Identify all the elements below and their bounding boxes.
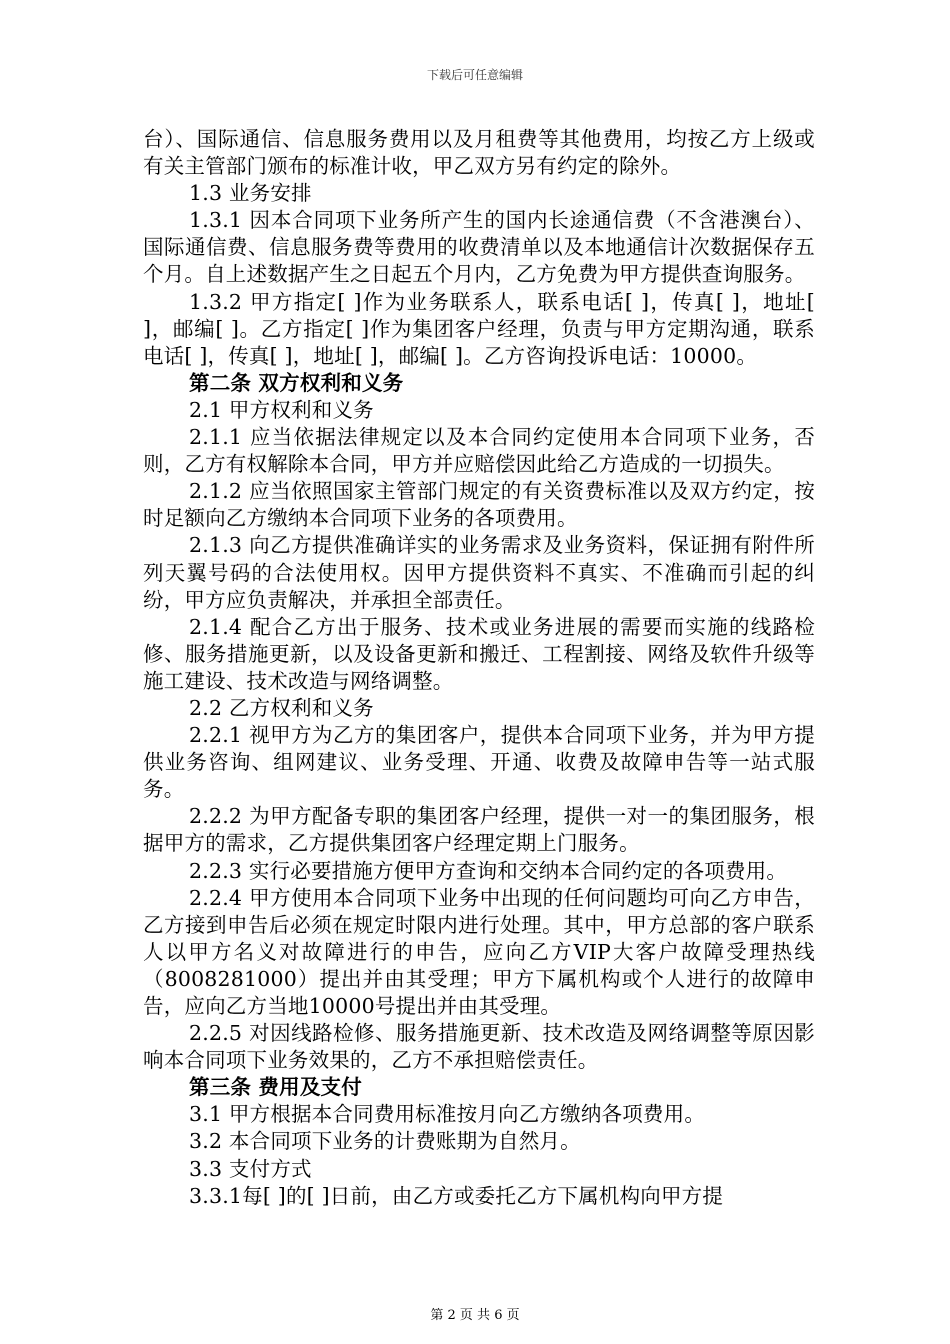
paragraph: 3.1 甲方根据本合同费用标准按月向乙方缴纳各项费用。 <box>189 1102 706 1127</box>
paragraph: 2.2.2 为甲方配备专职的集团客户经理，提供一对一的集团服务，根据甲方的需求，乙方提供集团客户经理定期上门服务。 <box>143 804 815 856</box>
paragraph: 3.3.1每[ ]的[ ]日前，由乙方或委托乙方下属机构向甲方提 <box>189 1183 724 1208</box>
paragraph: 台）、国际通信、信息服务费用以及月租费等其他费用，均按乙方上级或有关主管部门颁布的标准计收，甲乙双方另有约定的除外。 <box>143 127 815 179</box>
document-body <box>143 126 815 1210</box>
article-heading: 第三条 费用及支付 <box>189 1075 362 1100</box>
paragraph: 2.2.3 实行必要措施方便甲方查询和交纳本合同约定的各项费用。 <box>189 858 788 883</box>
paragraph: 2.2.4 甲方使用本合同项下业务中出现的任何问题均可向乙方申告，乙方接到申告后必须在规定时限内进行处理。其中，甲方总部的客户联系人以甲方名义对故障进行的申告，应向乙方VIP大客户故障受理热线（8008281000）提出并由其受理；甲方下属机构或个人进行的故障申告，应向乙方当地10000号提出并由其受理。 <box>143 885 815 1018</box>
section-heading: 2.1 甲方权利和义务 <box>189 397 374 422</box>
section-heading: 1.3 业务安排 <box>189 181 312 206</box>
paragraph: 2.2.1 视甲方为乙方的集团客户，提供本合同项下业务，并为甲方提供业务咨询、组网建议、业务受理、开通、收费及故障申告等一站式服务。 <box>143 723 815 802</box>
paragraph: 1.3.2 甲方指定[ ]作为业务联系人，联系电话[ ]，传真[ ]，地址[ ]，邮编[ ]。乙方指定[ ]作为集团客户经理，负责与甲方定期沟通，联系电话[ ]，传真[ ]，地址[ ]，邮编[ ]。乙方咨询投诉电话：10000。 <box>143 289 815 368</box>
paragraph: 2.1.4 配合乙方出于服务、技术或业务进展的需要而实施的线路检修、服务措施更新，以及设备更新和搬迁、工程割接、网络及软件升级等施工建设、技术改造与网络调整。 <box>143 614 815 693</box>
paragraph: 2.2.5 对因线路检修、服务措施更新、技术改造及网络调整等原因影响本合同项下业务效果的，乙方不承担赔偿责任。 <box>143 1021 815 1073</box>
paragraph: 2.1.2 应当依照国家主管部门规定的有关资费标准以及双方约定，按时足额向乙方缴纳本合同项下业务的各项费用。 <box>143 479 815 531</box>
section-heading: 3.3 支付方式 <box>189 1156 312 1181</box>
paragraph: 2.1.3 向乙方提供准确详实的业务需求及业务资料，保证拥有附件所列天翼号码的合法使用权。因甲方提供资料不真实、不准确而引起的纠纷，甲方应负责解决，并承担全部责任。 <box>143 533 815 612</box>
paragraph: 2.1.1 应当依据法律规定以及本合同约定使用本合同项下业务，否则，乙方有权解除本合同，甲方并应赔偿因此给乙方造成的一切损失。 <box>143 425 815 477</box>
page-footer: 第 2 页 共 6 页 <box>430 1308 520 1323</box>
paragraph: 3.2 本合同项下业务的计费账期为自然月。 <box>189 1129 581 1154</box>
page-header: 下载后可任意编辑 <box>426 68 523 82</box>
article-heading: 第二条 双方权利和义务 <box>189 370 404 395</box>
section-heading: 2.2 乙方权利和义务 <box>189 695 374 720</box>
paragraph: 1.3.1 因本合同项下业务所产生的国内长途通信费（不含港澳台）、国际通信费、信息服务费等费用的收费清单以及本地通信计次数据保存五个月。自上述数据产生之日起五个月内，乙方免费为甲方提供查询服务。 <box>143 208 815 287</box>
